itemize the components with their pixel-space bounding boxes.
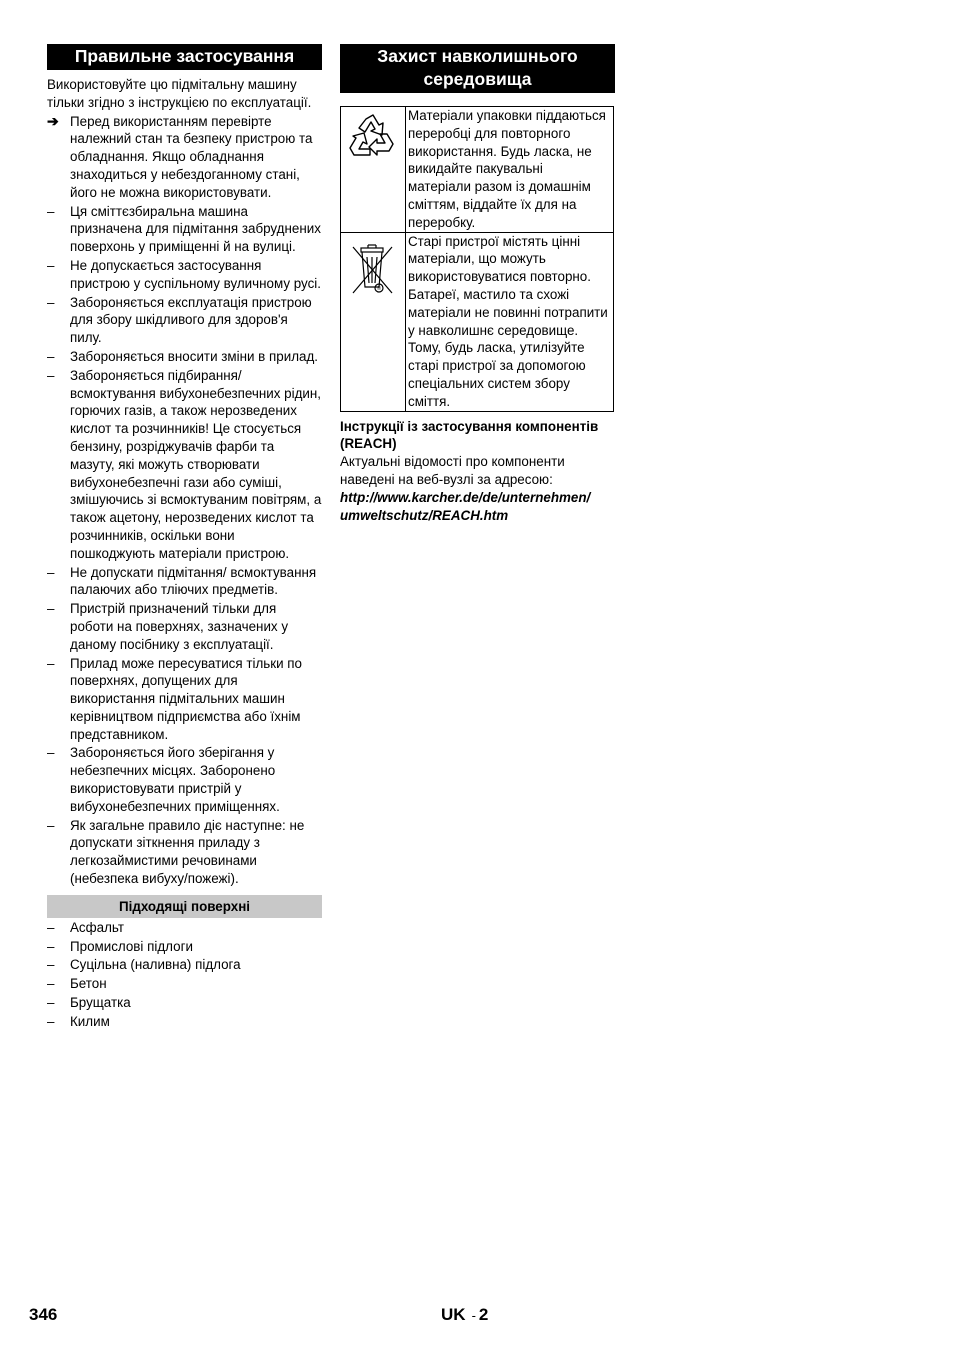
dash-bullet: – <box>47 1013 55 1029</box>
dash-bullet: – <box>47 257 55 273</box>
list-item-text: Брущатка <box>70 995 131 1011</box>
dash-bullet: – <box>47 817 55 833</box>
dash-bullet: – <box>47 294 55 310</box>
list-item <box>47 113 322 202</box>
table-row <box>341 232 614 411</box>
table-icon-cell <box>341 107 406 233</box>
page-number: 346 <box>29 1305 58 1324</box>
list-item-text: Не допускається застосування пристрою у суспільному вуличному русі. <box>70 257 321 291</box>
intended-use-list <box>47 113 322 888</box>
suitable-surfaces-list <box>47 919 322 1031</box>
arrow-bullet-icon: ➔ <box>47 112 59 129</box>
footer-language-page <box>441 1306 488 1325</box>
dash-bullet: – <box>47 367 55 383</box>
list-item <box>47 257 322 293</box>
surface-item <box>47 938 322 956</box>
table-text-cell: Матеріали упаковки піддаються переробці для повторного використання. Будь ласка, не викидайте пакувальні матеріали разом із домашнім сміттям, віддайте їх для на переробку. <box>406 107 614 233</box>
dash-bullet: – <box>47 655 55 671</box>
reach-title: Інструкції із застосування компонентів (REACH) <box>340 418 599 452</box>
list-item-text: Як загальне правило діє наступне: не допускати зіткнення приладу з легкозаймистими речовинами (небезпека вибуху/пожежі). <box>70 817 305 887</box>
list-item <box>47 564 322 600</box>
reach-link[interactable]: http://www.karcher.de/de/unternehmen/ umweltschutz/REACH.htm <box>340 489 591 523</box>
list-item <box>47 817 322 888</box>
dash-bullet: – <box>47 745 55 761</box>
surface-item <box>47 956 322 974</box>
list-item-text: Пристрій призначений тільки для роботи на поверхнях, зазначених у даному посібнику з експлуатації. <box>70 601 289 652</box>
surface-item <box>47 1013 322 1031</box>
svg-text:®: ® <box>376 285 382 292</box>
list-item-text: Бетон <box>70 976 107 992</box>
surface-item <box>47 919 322 937</box>
list-item-text: Асфальт <box>70 919 124 935</box>
reach-text: Актуальні відомості про компоненти наведені на веб-вузлі за адресою: <box>340 454 565 487</box>
list-item-text: Килим <box>70 1013 110 1029</box>
language-code: UK <box>441 1305 466 1324</box>
surface-item <box>47 975 322 993</box>
list-item <box>47 367 322 563</box>
list-item <box>47 203 322 256</box>
intended-use-heading: Правильне застосування <box>47 44 322 70</box>
recycle-icon <box>346 111 400 167</box>
suitable-surfaces-heading: Підходящі поверхні <box>47 895 322 918</box>
list-item-text: Забороняється підбирання/ всмоктування вибухонебезпечних рідин, горючих газів, а також нерозведених кислот та розчинників! Це стосується бензину, розріджувачів фарби та мазуту, які можуть створювати вибухонебезпечні гази або суміші, змішуючись зі всмоктуваним повітрям, а також ацетону, нерозведених кислот та розчинників, оскільки вони пошкоджують матеріали пристрою. <box>70 367 322 561</box>
dash-bullet: – <box>47 348 55 364</box>
intended-use-intro: Використовуйте цю підмітальну машину тільки згідно з інструкцією по експлуатації. <box>47 77 312 110</box>
list-item-text: Промислові підлоги <box>70 938 193 954</box>
environment-heading: Захист навколишнього середовища <box>340 44 615 93</box>
dash-bullet: – <box>47 995 55 1011</box>
list-item <box>47 600 322 653</box>
dash-bullet: – <box>47 601 55 617</box>
table-icon-cell <box>341 232 406 411</box>
footer-dash: - <box>471 1308 476 1323</box>
dash-bullet: – <box>47 203 55 219</box>
table-text-cell: Старі пристрої містять цінні матеріали, що можуть використовуватися повторно. Батареї, мастило та схожі матеріали не повинні потрапити у навколишнє середовище. Тому, будь ласка, утилізуйте старі пристрої за допомогою спеціальних систем збору сміття. <box>406 232 614 411</box>
dash-bullet: – <box>47 938 55 954</box>
environment-table <box>340 106 614 412</box>
list-item <box>47 348 322 366</box>
dash-bullet: – <box>47 957 55 973</box>
list-item <box>47 655 322 744</box>
list-item-text: Не допускати підмітання/ всмоктування палаючих або тліючих предметів. <box>70 564 317 598</box>
list-item <box>47 744 322 815</box>
dash-bullet: – <box>47 564 55 580</box>
sub-page-number: 2 <box>478 1305 489 1324</box>
left-column <box>47 44 322 1031</box>
crossed-bin-icon <box>348 237 398 295</box>
right-column <box>340 44 615 524</box>
list-item-text: Забороняється вносити зміни в прилад. <box>70 348 318 364</box>
list-item-text: Прилад може пересуватися тільки по поверхнях, допущених для використання підмітальних машин керівництвом підприємства або їхнім представником. <box>70 655 303 742</box>
list-item-text: Перед використанням перевірте належний стан та безпеку пристрою та обладнання. Якщо обладнання знаходиться у небездоганному стані, його не можна використовувати. <box>70 113 313 200</box>
list-item-text: Забороняється його зберігання у небезпечних місцях. Заборонено використовувати пристрій у вибухонебезпечних приміщеннях. <box>70 745 280 814</box>
list-item <box>47 294 322 347</box>
dash-bullet: – <box>47 919 55 935</box>
list-item-text: Ця сміттєзбиральна машина призначена для підмітання забруднених поверхонь у приміщенні й на вулиці. <box>70 203 321 255</box>
dash-bullet: – <box>47 976 55 992</box>
table-row <box>341 107 614 233</box>
surface-item <box>47 994 322 1012</box>
list-item-text: Суцільна (наливна) підлога <box>70 957 241 973</box>
list-item-text: Забороняється експлуатація пристрою для збору шкідливого для здоров'я пилу. <box>70 294 312 346</box>
